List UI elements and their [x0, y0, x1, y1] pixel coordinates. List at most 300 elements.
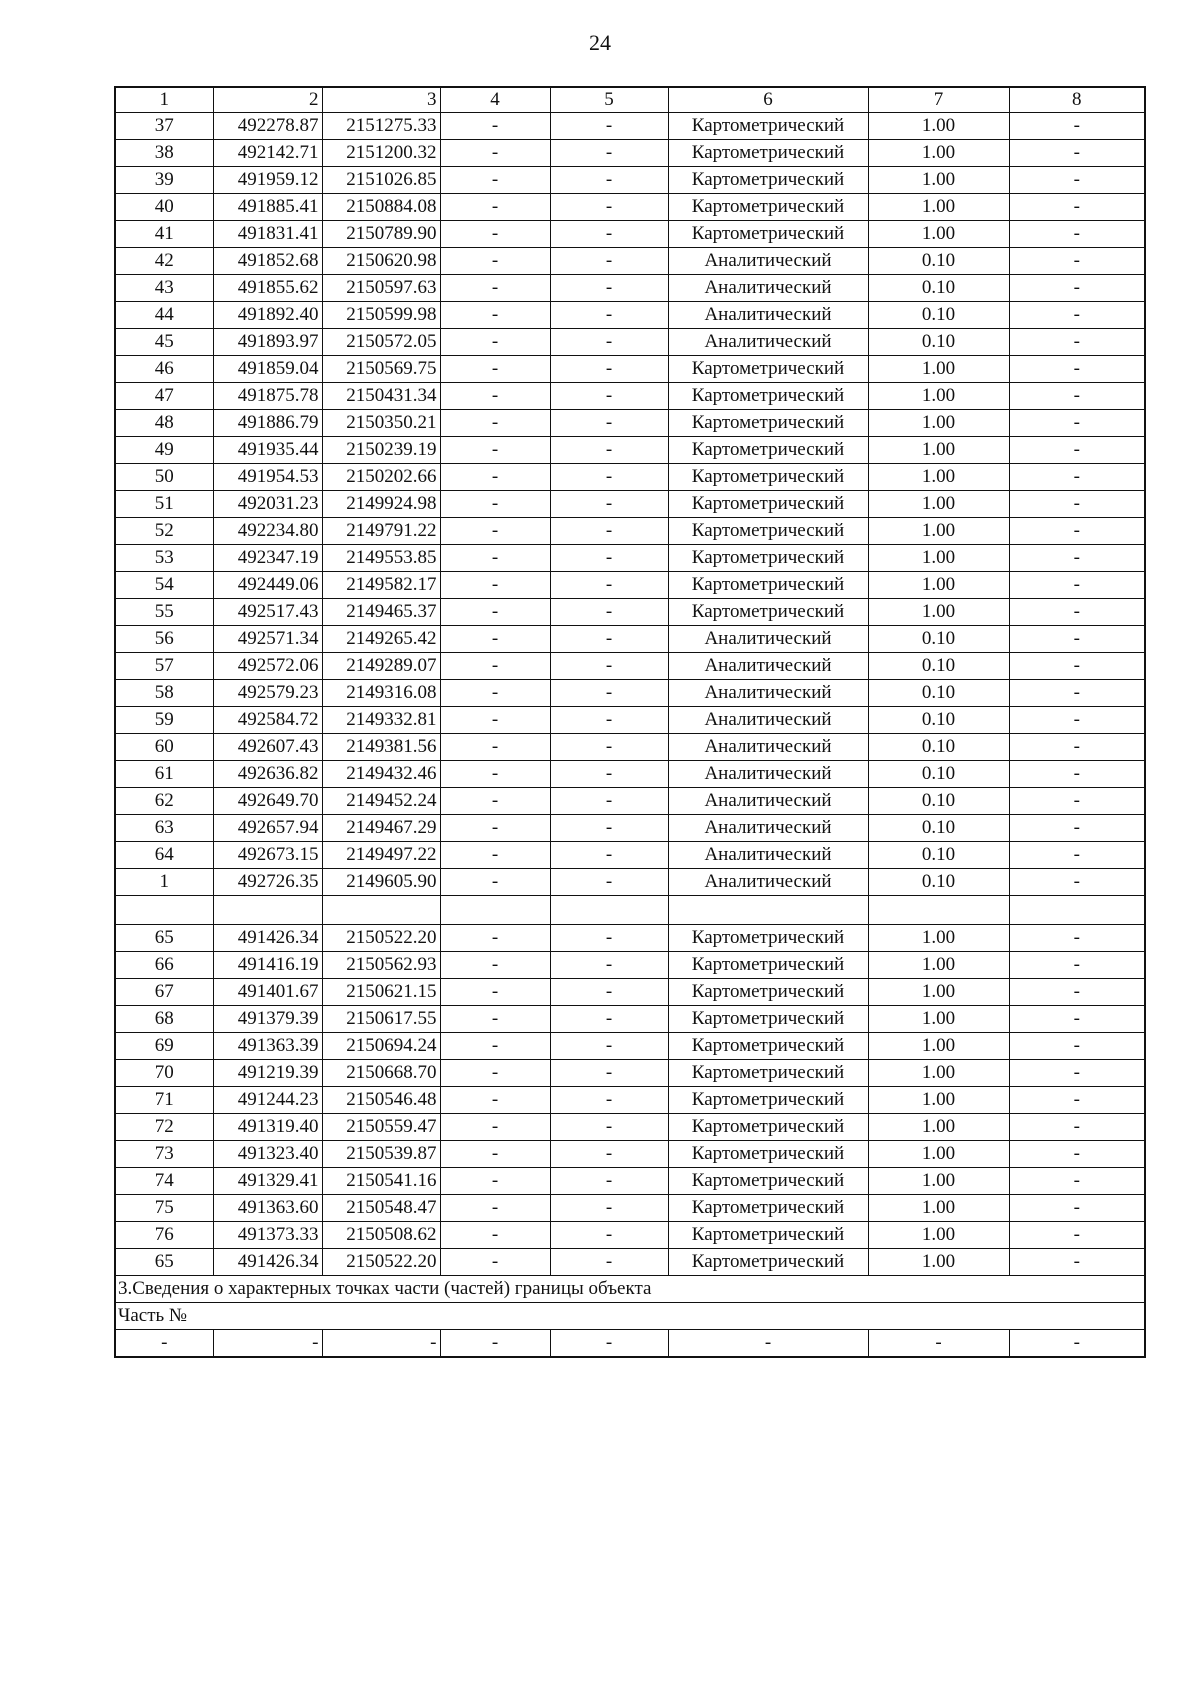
table-cell-col-3: 2150548.47 — [322, 1195, 440, 1222]
table-row — [115, 1060, 1145, 1087]
table-cell-col-6: Аналитический — [668, 734, 868, 761]
table-cell-col-5: - — [550, 1249, 668, 1276]
table-cell-col-5: - — [550, 167, 668, 194]
table-cell-col-8: - — [1009, 979, 1145, 1006]
table-cell-col-5: - — [550, 1060, 668, 1087]
table-cell-col-1: 49 — [115, 437, 213, 464]
table-cell-col-2: 492142.71 — [213, 140, 322, 167]
table-cell-col-3: 2149432.46 — [322, 761, 440, 788]
table-cell-col-4: - — [440, 572, 550, 599]
table-cell-col-8: 8 — [1009, 87, 1145, 113]
table-cell-col-7: 0.10 — [868, 707, 1009, 734]
table-cell-col-3: 2150350.21 — [322, 410, 440, 437]
table-cell-col-3: 2150431.34 — [322, 383, 440, 410]
table-row — [115, 626, 1145, 653]
table-cell-col-2: 492449.06 — [213, 572, 322, 599]
table-cell-col-8: - — [1009, 572, 1145, 599]
table-cell-col-7: 1.00 — [868, 437, 1009, 464]
table-cell-col-1: 69 — [115, 1033, 213, 1060]
table-cell-col-1: 40 — [115, 194, 213, 221]
table-cell-col-6: Картометрический — [668, 464, 868, 491]
table-cell-col-5: - — [550, 464, 668, 491]
page-number: 24 — [589, 30, 611, 55]
table-cell-col-3: 2150239.19 — [322, 437, 440, 464]
table-cell-col-6: Аналитический — [668, 707, 868, 734]
table-cell-col-1: 65 — [115, 1249, 213, 1276]
table-row — [115, 788, 1145, 815]
table-cell-col-1: 45 — [115, 329, 213, 356]
table-cell-col-2: 491935.44 — [213, 437, 322, 464]
table-cell-col-5: - — [550, 248, 668, 275]
table-cell-col-8: - — [1009, 1033, 1145, 1060]
table-cell-col-3: 2149553.85 — [322, 545, 440, 572]
table-cell-col-4: - — [440, 1033, 550, 1060]
table-row — [115, 653, 1145, 680]
table-cell-col-1: 50 — [115, 464, 213, 491]
table-cell-col-1: 43 — [115, 275, 213, 302]
table-cell-col-5: - — [550, 761, 668, 788]
table-cell-col-1: 1 — [115, 869, 213, 896]
table-row — [115, 815, 1145, 842]
table-cell-col-6: Картометрический — [668, 1114, 868, 1141]
table-cell-col-2: 492673.15 — [213, 842, 322, 869]
table-cell-col-1 — [115, 896, 213, 925]
table-cell-col-7: 1.00 — [868, 1249, 1009, 1276]
table-cell-col-8: - — [1009, 1006, 1145, 1033]
table-row — [115, 194, 1145, 221]
table-cell-col-4: - — [440, 1087, 550, 1114]
table-cell-col-5: - — [550, 1033, 668, 1060]
table-cell-col-4: - — [440, 653, 550, 680]
table-cell-col-2: 491319.40 — [213, 1114, 322, 1141]
table-cell-col-1: 52 — [115, 518, 213, 545]
table-row — [115, 1168, 1145, 1195]
table-cell-col-7: 0.10 — [868, 842, 1009, 869]
table-cell-col-6: - — [668, 1330, 868, 1358]
table-cell-col-5: - — [550, 221, 668, 248]
table-cell-col-3: 2150539.87 — [322, 1141, 440, 1168]
table-cell-col-5: - — [550, 383, 668, 410]
table-cell-col-5: - — [550, 1006, 668, 1033]
table-cell-col-7: 1.00 — [868, 1060, 1009, 1087]
table-cell-col-8: - — [1009, 1195, 1145, 1222]
table-cell-col-4: - — [440, 329, 550, 356]
table-cell-col-4: - — [440, 707, 550, 734]
part-data-row — [115, 1330, 1145, 1358]
table-cell-col-6: Картометрический — [668, 356, 868, 383]
table-cell-col-8: - — [1009, 626, 1145, 653]
table-cell-col-3: 2150694.24 — [322, 1033, 440, 1060]
table-cell-col-6: Картометрический — [668, 221, 868, 248]
table-cell-col-1: 72 — [115, 1114, 213, 1141]
table-cell-col-3: 2150620.98 — [322, 248, 440, 275]
table-cell-col-2: 492726.35 — [213, 869, 322, 896]
table-cell-col-4: - — [440, 221, 550, 248]
table-row — [115, 761, 1145, 788]
table-cell-col-5: - — [550, 1168, 668, 1195]
table-row — [115, 356, 1145, 383]
section-3-title: 3.Сведения о характерных точках части (частей) границы объекта — [115, 1276, 1145, 1303]
table-cell-col-2: 491363.60 — [213, 1195, 322, 1222]
table-cell-col-2: 491875.78 — [213, 383, 322, 410]
table-cell-col-5: - — [550, 518, 668, 545]
table-row — [115, 1141, 1145, 1168]
table-cell-col-1: 54 — [115, 572, 213, 599]
table-cell-col-5: - — [550, 113, 668, 140]
table-cell-col-2: 491855.62 — [213, 275, 322, 302]
table-cell-col-2: 491219.39 — [213, 1060, 322, 1087]
table-cell-col-6: Аналитический — [668, 653, 868, 680]
table-cell-col-3 — [322, 896, 440, 925]
table-cell-col-1: 66 — [115, 952, 213, 979]
table-cell-col-4: 4 — [440, 87, 550, 113]
table-row — [115, 952, 1145, 979]
table-cell-col-3: 2149582.17 — [322, 572, 440, 599]
table-cell-col-4: - — [440, 925, 550, 952]
table-cell-col-4: - — [440, 1222, 550, 1249]
table-cell-col-2: 2 — [213, 87, 322, 113]
table-cell-col-1: 59 — [115, 707, 213, 734]
table-cell-col-6: Аналитический — [668, 302, 868, 329]
table-cell-col-1: 73 — [115, 1141, 213, 1168]
table-cell-col-5: - — [550, 356, 668, 383]
table-cell-col-4: - — [440, 734, 550, 761]
table-cell-col-7: 0.10 — [868, 275, 1009, 302]
table-cell-col-3: 2150541.16 — [322, 1168, 440, 1195]
table-cell-col-3: 2149452.24 — [322, 788, 440, 815]
table-cell-col-2: 492657.94 — [213, 815, 322, 842]
table-cell-col-8: - — [1009, 925, 1145, 952]
table-cell-col-5: - — [550, 869, 668, 896]
table-cell-col-6: Картометрический — [668, 1195, 868, 1222]
table-cell-col-3: 2149465.37 — [322, 599, 440, 626]
table-cell-col-3: 2150202.66 — [322, 464, 440, 491]
table-cell-col-2: 491401.67 — [213, 979, 322, 1006]
table-cell-col-5: - — [550, 275, 668, 302]
table-cell-col-4: - — [440, 383, 550, 410]
table-cell-col-6 — [668, 896, 868, 925]
table-cell-col-1: 46 — [115, 356, 213, 383]
part-label: Часть № — [115, 1303, 1145, 1330]
table-cell-col-3: 2151200.32 — [322, 140, 440, 167]
table-cell-col-2: 491244.23 — [213, 1087, 322, 1114]
table-cell-col-8: - — [1009, 194, 1145, 221]
table-cell-col-3: 2149467.29 — [322, 815, 440, 842]
table-cell-col-3: 2150522.20 — [322, 925, 440, 952]
table-cell-col-2: 492278.87 — [213, 113, 322, 140]
table-cell-col-7: 1.00 — [868, 1195, 1009, 1222]
table-cell-col-8: - — [1009, 437, 1145, 464]
table-cell-col-6: Картометрический — [668, 1222, 868, 1249]
table-cell-col-1: 64 — [115, 842, 213, 869]
table-cell-col-5: - — [550, 979, 668, 1006]
table-cell-col-3: 2149791.22 — [322, 518, 440, 545]
table-cell-col-2: 492517.43 — [213, 599, 322, 626]
table-cell-col-7: 1.00 — [868, 979, 1009, 1006]
table-cell-col-2: 491831.41 — [213, 221, 322, 248]
table-cell-col-6: Картометрический — [668, 599, 868, 626]
table-cell-col-5: - — [550, 491, 668, 518]
table-cell-col-7: 0.10 — [868, 653, 1009, 680]
table-cell-col-2: 491959.12 — [213, 167, 322, 194]
table-cell-col-4: - — [440, 464, 550, 491]
table-cell-col-3: 2149265.42 — [322, 626, 440, 653]
table-cell-col-8: - — [1009, 464, 1145, 491]
table-cell-col-5: - — [550, 599, 668, 626]
table-cell-col-8: - — [1009, 275, 1145, 302]
table-cell-col-1: 47 — [115, 383, 213, 410]
table-cell-col-4: - — [440, 979, 550, 1006]
table-cell-col-6: Картометрический — [668, 1087, 868, 1114]
table-cell-col-6: Картометрический — [668, 979, 868, 1006]
table-cell-col-8: - — [1009, 680, 1145, 707]
table-cell-col-4: - — [440, 410, 550, 437]
table-cell-col-4: - — [440, 1060, 550, 1087]
table-cell-col-5: - — [550, 653, 668, 680]
table-cell-col-8: - — [1009, 167, 1145, 194]
table-cell-col-8: - — [1009, 1249, 1145, 1276]
table-row — [115, 707, 1145, 734]
table-row — [115, 545, 1145, 572]
table-cell-col-5: - — [550, 788, 668, 815]
table-cell-col-6: Аналитический — [668, 248, 868, 275]
table-cell-col-4: - — [440, 140, 550, 167]
table-cell-col-6: Картометрический — [668, 194, 868, 221]
table-cell-col-5: - — [550, 1141, 668, 1168]
table-cell-col-4: - — [440, 194, 550, 221]
table-cell-col-6: Аналитический — [668, 842, 868, 869]
table-cell-col-2: 491373.33 — [213, 1222, 322, 1249]
table-cell-col-4: - — [440, 275, 550, 302]
table-row — [115, 437, 1145, 464]
table-cell-col-7: 0.10 — [868, 302, 1009, 329]
table-cell-col-4: - — [440, 302, 550, 329]
table-row — [115, 1249, 1145, 1276]
table-cell-col-4: - — [440, 1330, 550, 1358]
table-cell-col-2: 492347.19 — [213, 545, 322, 572]
table-cell-col-4: - — [440, 680, 550, 707]
table-cell-col-1: 56 — [115, 626, 213, 653]
table-row — [115, 275, 1145, 302]
table-cell-col-3: 2149381.56 — [322, 734, 440, 761]
table-cell-col-6: Картометрический — [668, 410, 868, 437]
table-cell-col-7: 1.00 — [868, 1222, 1009, 1249]
table-row — [115, 1006, 1145, 1033]
table-cell-col-7 — [868, 896, 1009, 925]
table-row — [115, 410, 1145, 437]
table-cell-col-2: 491893.97 — [213, 329, 322, 356]
table-cell-col-4: - — [440, 113, 550, 140]
table-cell-col-1: 44 — [115, 302, 213, 329]
table-cell-col-8: - — [1009, 1087, 1145, 1114]
table-cell-col-5: - — [550, 680, 668, 707]
table-cell-col-4: - — [440, 761, 550, 788]
table-row — [115, 329, 1145, 356]
table-cell-col-1: 51 — [115, 491, 213, 518]
table-row — [115, 1195, 1145, 1222]
table-cell-col-2: 492572.06 — [213, 653, 322, 680]
table-cell-col-7: 1.00 — [868, 952, 1009, 979]
table-cell-col-7: 1.00 — [868, 410, 1009, 437]
table-row — [115, 572, 1145, 599]
table-cell-col-6: Картометрический — [668, 1060, 868, 1087]
table-cell-col-7: 1.00 — [868, 518, 1009, 545]
table-cell-col-6: Картометрический — [668, 1249, 868, 1276]
table-cell-col-5: - — [550, 329, 668, 356]
table-cell-col-3: 2150884.08 — [322, 194, 440, 221]
table-row — [115, 869, 1145, 896]
table-cell-col-2: 491859.04 — [213, 356, 322, 383]
table-cell-col-3: 2150559.47 — [322, 1114, 440, 1141]
table-cell-col-6: Картометрический — [668, 1141, 868, 1168]
table-cell-col-4: - — [440, 1114, 550, 1141]
table-cell-col-7: 0.10 — [868, 761, 1009, 788]
table-cell-col-1: 58 — [115, 680, 213, 707]
table-cell-col-7: 1.00 — [868, 572, 1009, 599]
table-cell-col-2: 491852.68 — [213, 248, 322, 275]
table-cell-col-6: Аналитический — [668, 815, 868, 842]
table-cell-col-1: 62 — [115, 788, 213, 815]
table-cell-col-8: - — [1009, 356, 1145, 383]
table-cell-col-4: - — [440, 437, 550, 464]
table-cell-col-3: 2150546.48 — [322, 1087, 440, 1114]
table-cell-col-3: 2149289.07 — [322, 653, 440, 680]
table-cell-col-1: 39 — [115, 167, 213, 194]
table-cell-col-5: - — [550, 140, 668, 167]
table-cell-col-1: 41 — [115, 221, 213, 248]
table-cell-col-6: Картометрический — [668, 1033, 868, 1060]
table-cell-col-7: 1.00 — [868, 356, 1009, 383]
table-cell-col-2: 492579.23 — [213, 680, 322, 707]
table-cell-col-7: 0.10 — [868, 869, 1009, 896]
table-cell-col-6: Картометрический — [668, 437, 868, 464]
table-cell-col-1: - — [115, 1330, 213, 1358]
table-cell-col-5: - — [550, 572, 668, 599]
table-cell-col-8: - — [1009, 518, 1145, 545]
table-cell-col-2: - — [213, 1330, 322, 1358]
table-cell-col-7: 1.00 — [868, 167, 1009, 194]
table-cell-col-8: - — [1009, 221, 1145, 248]
table-blank-row — [115, 896, 1145, 925]
table-cell-col-2: 492584.72 — [213, 707, 322, 734]
table-cell-col-8: - — [1009, 329, 1145, 356]
table-cell-col-5: - — [550, 925, 668, 952]
table-cell-col-5: - — [550, 626, 668, 653]
table-row — [115, 302, 1145, 329]
table-cell-col-5: - — [550, 1195, 668, 1222]
table-cell-col-6: Картометрический — [668, 491, 868, 518]
table-cell-col-1: 53 — [115, 545, 213, 572]
table-cell-col-7: 1.00 — [868, 1087, 1009, 1114]
table-cell-col-8: - — [1009, 1114, 1145, 1141]
table-row — [115, 248, 1145, 275]
table-cell-col-8: - — [1009, 1168, 1145, 1195]
table-cell-col-5: - — [550, 952, 668, 979]
table-cell-col-3: 3 — [322, 87, 440, 113]
table-cell-col-8: - — [1009, 302, 1145, 329]
table-cell-col-6: Картометрический — [668, 952, 868, 979]
table-cell-col-6: 6 — [668, 87, 868, 113]
table-cell-col-3: 2149605.90 — [322, 869, 440, 896]
table-cell-col-8: - — [1009, 788, 1145, 815]
table-cell-col-1: 75 — [115, 1195, 213, 1222]
table-cell-col-3: 2150621.15 — [322, 979, 440, 1006]
table-cell-col-7: 1.00 — [868, 221, 1009, 248]
table-cell-col-3: 2150508.62 — [322, 1222, 440, 1249]
table-cell-col-5: - — [550, 545, 668, 572]
table-cell-col-7: 1.00 — [868, 1006, 1009, 1033]
table-cell-col-8: - — [1009, 869, 1145, 896]
table-cell-col-5: - — [550, 194, 668, 221]
table-cell-col-4: - — [440, 545, 550, 572]
table-cell-col-8: - — [1009, 491, 1145, 518]
table-row — [115, 221, 1145, 248]
table-cell-col-6: Картометрический — [668, 113, 868, 140]
table-cell-col-6: Аналитический — [668, 329, 868, 356]
table-cell-col-3: 2151275.33 — [322, 113, 440, 140]
table-cell-col-8: - — [1009, 1330, 1145, 1358]
table-cell-col-6: Картометрический — [668, 1006, 868, 1033]
table-cell-col-6: Аналитический — [668, 869, 868, 896]
table-row — [115, 680, 1145, 707]
table-cell-col-2: 492031.23 — [213, 491, 322, 518]
table-cell-col-5: - — [550, 815, 668, 842]
table-cell-col-4: - — [440, 1249, 550, 1276]
table-cell-col-1: 38 — [115, 140, 213, 167]
table-cell-col-2: 491379.39 — [213, 1006, 322, 1033]
table-cell-col-3: - — [322, 1330, 440, 1358]
table-cell-col-8: - — [1009, 248, 1145, 275]
table-cell-col-7: 1.00 — [868, 1168, 1009, 1195]
table-cell-col-4: - — [440, 248, 550, 275]
table-row — [115, 599, 1145, 626]
table-cell-col-6: Картометрический — [668, 140, 868, 167]
table-cell-col-1: 65 — [115, 925, 213, 952]
table-cell-col-7: 1.00 — [868, 925, 1009, 952]
table-cell-col-6: Картометрический — [668, 167, 868, 194]
table-cell-col-5: - — [550, 734, 668, 761]
table-cell-col-7: 1.00 — [868, 383, 1009, 410]
table-cell-col-3: 2149316.08 — [322, 680, 440, 707]
table-cell-col-1: 67 — [115, 979, 213, 1006]
table-cell-col-1: 63 — [115, 815, 213, 842]
table-cell-col-1: 37 — [115, 113, 213, 140]
table-cell-col-7: 0.10 — [868, 815, 1009, 842]
table-cell-col-4: - — [440, 788, 550, 815]
table-row — [115, 979, 1145, 1006]
table-cell-col-1: 57 — [115, 653, 213, 680]
table-cell-col-4: - — [440, 1168, 550, 1195]
table-cell-col-5: - — [550, 437, 668, 464]
table-cell-col-4: - — [440, 1195, 550, 1222]
table-cell-col-3: 2150597.63 — [322, 275, 440, 302]
table-cell-col-3: 2150522.20 — [322, 1249, 440, 1276]
table-cell-col-8: - — [1009, 1141, 1145, 1168]
table-cell-col-7: 1.00 — [868, 1141, 1009, 1168]
table-cell-col-7: 0.10 — [868, 248, 1009, 275]
table-cell-col-5: - — [550, 1330, 668, 1358]
table-cell-col-4: - — [440, 1141, 550, 1168]
table-cell-col-5: - — [550, 302, 668, 329]
table-cell-col-4: - — [440, 356, 550, 383]
table-cell-col-5: 5 — [550, 87, 668, 113]
table-cell-col-5 — [550, 896, 668, 925]
table-cell-col-4: - — [440, 167, 550, 194]
table-cell-col-6: Картометрический — [668, 925, 868, 952]
table-cell-col-2: 492571.34 — [213, 626, 322, 653]
table-cell-col-8: - — [1009, 383, 1145, 410]
table-cell-col-4: - — [440, 518, 550, 545]
